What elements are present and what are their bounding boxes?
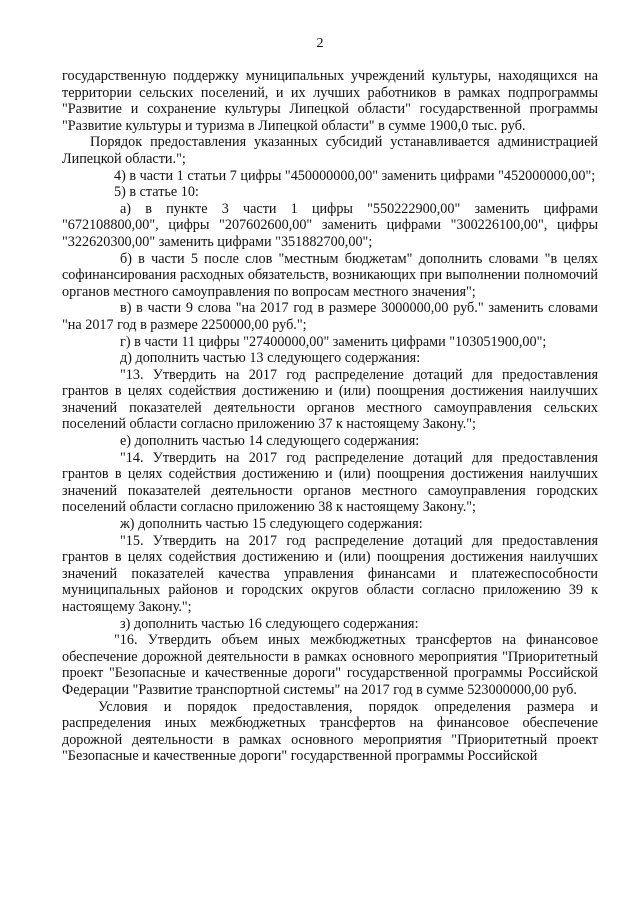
document-body (62, 68, 598, 765)
paragraph-subitem-a: а) в пункте 3 части 1 цифры "550222900,00" заменить цифрами "672108800,00", цифры "207602600,00" заменить цифрами "300226100,00", цифры "322620300,00" заменить цифрами "351882700,00"; (62, 200, 598, 250)
page-number: 2 (316, 36, 324, 51)
paragraph-subitem-e: е) дополнить частью 14 следующего содержания: (120, 433, 420, 450)
paragraph-subitem-z: з) дополнить частью 16 следующего содержания: (120, 615, 419, 632)
paragraph-subsidy-procedure: Порядок предоставления указанных субсидий устанавливается администрацией Липецкой области."; (62, 134, 598, 167)
paragraph-subitem-zh: ж) дополнить частью 15 следующего содержания: (120, 516, 423, 533)
paragraph-subitem-v: в) в части 9 слова "на 2017 год в размере 3000000,00 руб." заменить словами "на 2017 год в размере 2250000,00 руб."; (62, 300, 598, 333)
paragraph-part-13: "13. Утвердить на 2017 год распределение дотаций для предоставления грантов в целях содействия достижению и (или) поощрения достижения наилучших значений показателей деятельности органов местного самоуправления сельских поселений области согласно приложению 37 к настоящему Закону."; (62, 366, 598, 433)
paragraph-item-4: 4) в части 1 статьи 7 цифры "450000000,00" заменить цифрами "452000000,00"; (114, 167, 596, 184)
paragraph-conditions: Условия и порядок предоставления, порядок определения размера и распределения иных межбюджетных трансфертов на финансовое обеспечение дорожной деятельности в рамках основного мероприятия "Приоритетный проект "Безопасные и качественные дороги" государственной программы Российской (62, 698, 598, 765)
paragraph-part-16: "16. Утвердить объем иных межбюджетных трансфертов на финансовое обеспечение дорожной деятельности в рамках основного мероприятия "Приоритетный проект "Безопасные и качественные дороги" государственной программы Российской Федерации "Развитие транспортной системы" на 2017 год в сумме 523000000,00 руб. (62, 632, 598, 698)
paragraph-subitem-d: д) дополнить частью 13 следующего содержания: (120, 350, 421, 367)
paragraph-culture-support: государственную поддержку муниципальных учреждений культуры, находящихся на территории сельских поселений, и их лучших работников в рамках подпрограммы "Развитие и сохранение культуры Липецкой области" государственной программы "Развитие культуры и туризма в Липецкой области" в сумме 1900,0 тыс. руб. (62, 68, 598, 134)
paragraph-item-5: 5) в статье 10: (114, 184, 199, 201)
paragraph-subitem-g: г) в части 11 цифры "27400000,00" заменить цифрами "103051900,00"; (120, 333, 547, 350)
paragraph-subitem-b: б) в части 5 после слов "местным бюджетам" дополнить словами "в целях софинансирования расходных обязательств, возникающих при выполнении полномочий органов местного самоуправления по вопросам местного значения"; (62, 250, 598, 300)
paragraph-part-14: "14. Утвердить на 2017 год распределение дотаций для предоставления грантов в целях содействия достижению и (или) поощрения достижения наилучших значений показателей деятельности органов местного самоуправления городских поселений области согласно приложению 38 к настоящему Закону."; (62, 449, 598, 516)
paragraph-part-15: "15. Утвердить на 2017 год распределение дотаций для предоставления грантов в целях содействия достижению и (или) поощрения достижения наилучших значений показателей качества управления финансами и платежеспособности муниципальных районов и городских округов области согласно приложению 39 к настоящему Закону."; (62, 532, 598, 615)
